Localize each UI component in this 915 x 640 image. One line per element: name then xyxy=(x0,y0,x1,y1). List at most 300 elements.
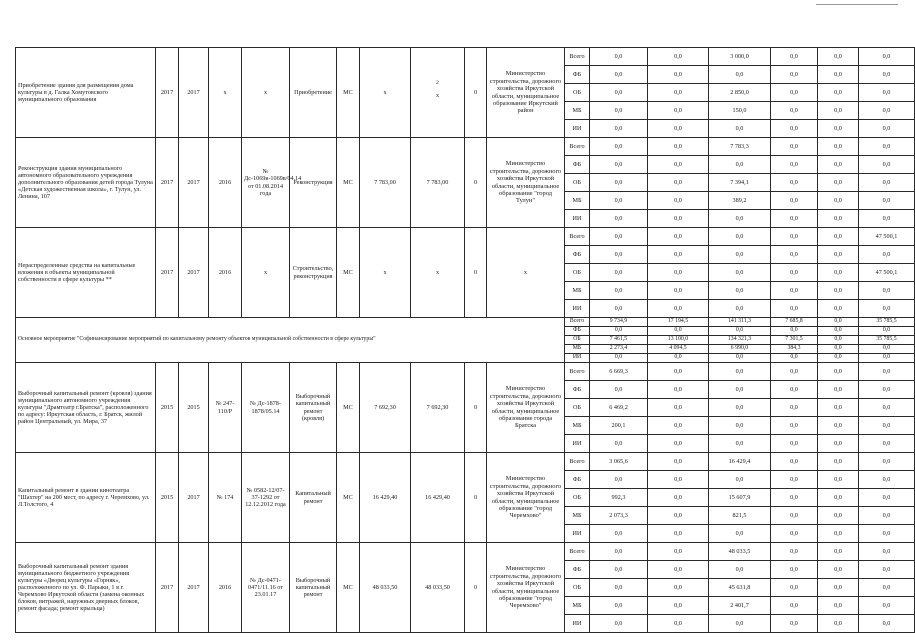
amount-cell: 7 301,5 xyxy=(771,336,818,345)
funding-source: Всего xyxy=(565,543,590,561)
ownership: МС xyxy=(337,138,360,228)
amount-cell: 0,0 xyxy=(859,327,915,336)
amount-cell: 2 073,3 xyxy=(590,507,648,525)
amount-cell: 3 000,0 xyxy=(709,48,771,66)
funding-source: ФБ xyxy=(565,327,590,336)
year-start: 2015 xyxy=(156,363,179,453)
amount-cell: 0,0 xyxy=(859,66,915,84)
amount-cell: 0,0 xyxy=(859,282,915,300)
amount-cell: 0,0 xyxy=(771,354,818,363)
amount-cell: 0,0 xyxy=(590,354,648,363)
object-name: Капитальный ремонт в здании кинотеатра "Шахтер" на 200 мест, по адресу г. Черемхово, ул. Л.Толстого, 4 xyxy=(16,453,156,543)
ownership: МС xyxy=(337,453,360,543)
amount-cell: 0,0 xyxy=(709,399,771,417)
amount-cell: 0,0 xyxy=(709,228,771,246)
estimated-cost: x xyxy=(360,48,411,138)
object-name: Приобретение здания для размещения дома культуры в д. Галка Хомутовского муниципального образования xyxy=(16,48,156,138)
amount-cell: 0,0 xyxy=(818,345,859,354)
amount-cell: 0,0 xyxy=(648,228,709,246)
amount-cell: 0,0 xyxy=(859,471,915,489)
amount-cell: 0,0 xyxy=(648,381,709,399)
funding-source: ИИ xyxy=(565,525,590,543)
amount-cell: 7 461,5 xyxy=(590,336,648,345)
contract-number: № Дс-1878-1878/05.14 xyxy=(242,363,290,453)
ownership: МС xyxy=(337,228,360,318)
amount-cell: 0,0 xyxy=(709,417,771,435)
amount-cell: 47 500,1 xyxy=(859,228,915,246)
balance-cost: 16 429,40 xyxy=(411,453,465,543)
amount-cell: 0,0 xyxy=(709,156,771,174)
contract-number: x xyxy=(242,48,290,138)
amount-cell: 2 850,0 xyxy=(709,84,771,102)
year-start: 2017 xyxy=(156,138,179,228)
column-3-value: x xyxy=(223,88,227,96)
responsible-org: Министерство строительства, дорожного хозяйства Иркутской области, муниципальное образование "город Черемхово" xyxy=(487,543,565,633)
readiness: 0 xyxy=(465,48,487,138)
funding-source: ОБ xyxy=(565,399,590,417)
funding-source: МБ xyxy=(565,345,590,354)
amount-cell: 0,0 xyxy=(648,192,709,210)
amount-cell: 0,0 xyxy=(648,507,709,525)
funding-source: Всего xyxy=(565,48,590,66)
amount-cell: 0,0 xyxy=(818,156,859,174)
amount-cell: 0,0 xyxy=(590,246,648,264)
amount-cell: 7 783,3 xyxy=(709,138,771,156)
work-type: Приобретение xyxy=(290,48,337,138)
amount-cell: 0,0 xyxy=(590,264,648,282)
amount-cell: 0,0 xyxy=(859,138,915,156)
amount-cell: 0,0 xyxy=(771,471,818,489)
amount-cell: 0,0 xyxy=(818,48,859,66)
balance-cost: 7 692,30 xyxy=(411,363,465,453)
amount-cell: 0,0 xyxy=(818,561,859,579)
amount-cell: 16 429,4 xyxy=(709,453,771,471)
amount-cell: 0,0 xyxy=(648,327,709,336)
amount-cell: 0,0 xyxy=(859,435,915,453)
amount-cell: 35 785,5 xyxy=(859,336,915,345)
funding-source: Всего xyxy=(565,138,590,156)
amount-cell: 0,0 xyxy=(818,579,859,597)
amount-cell: 0,0 xyxy=(709,525,771,543)
amount-cell: 3 065,6 xyxy=(590,453,648,471)
amount-cell: 0,0 xyxy=(648,354,709,363)
amount-cell: 0,0 xyxy=(590,561,648,579)
balance-cost: 48 033,50 xyxy=(411,543,465,633)
amount-cell: 9 734,9 xyxy=(590,318,648,327)
object-name: Выборочный капитальный ремонт (кровля) здания муниципального автономного учреждения культуры "Драмтеатр г.Братска", расположенного по адресу: Иркутская область, г. Братск, жилой район Центральный, ул. Мира, 37 xyxy=(16,363,156,453)
funding-source: ФБ xyxy=(565,246,590,264)
amount-cell: 0,0 xyxy=(818,246,859,264)
funding-source: МБ xyxy=(565,507,590,525)
contract-number: № Дс-0471-0471/11.16 от 23.01.17 xyxy=(242,543,290,633)
amount-cell: 0,0 xyxy=(648,264,709,282)
column-3: № 247-110/Р xyxy=(209,363,242,453)
amount-cell: 0,0 xyxy=(590,210,648,228)
amount-cell: 0,0 xyxy=(648,471,709,489)
amount-cell: 0,0 xyxy=(771,66,818,84)
readiness: 0 xyxy=(465,138,487,228)
amount-cell: 0,0 xyxy=(818,453,859,471)
amount-cell: 0,0 xyxy=(859,210,915,228)
amount-cell: 0,0 xyxy=(859,156,915,174)
funding-source: ОБ xyxy=(565,489,590,507)
amount-cell: 0,0 xyxy=(771,192,818,210)
funding-source: МБ xyxy=(565,597,590,615)
object-name: Реконструкция здания муниципального автономного образовательного учреждения дополнительного образования детей города Тулуна «Детская художественная школа», г. Тулун, ул. Ленина, 107 xyxy=(16,138,156,228)
table-row xyxy=(16,318,915,327)
amount-cell: 0,0 xyxy=(648,561,709,579)
amount-cell: 0,0 xyxy=(771,561,818,579)
funding-source: Всего xyxy=(565,363,590,381)
amount-cell: 2 273,4 xyxy=(590,345,648,354)
estimated-cost: 7 692,30 xyxy=(360,363,411,453)
amount-cell: 0,0 xyxy=(771,264,818,282)
amount-cell: 384,3 xyxy=(771,345,818,354)
amount-cell: 0,0 xyxy=(709,327,771,336)
amount-cell: 0,0 xyxy=(818,381,859,399)
amount-cell: 0,0 xyxy=(859,579,915,597)
amount-cell: 0,0 xyxy=(859,453,915,471)
amount-cell: 0,0 xyxy=(590,282,648,300)
amount-cell: 0,0 xyxy=(771,417,818,435)
amount-cell: 0,0 xyxy=(709,561,771,579)
funding-source: ИИ xyxy=(565,210,590,228)
amount-cell: 0,0 xyxy=(818,264,859,282)
amount-cell: 0,0 xyxy=(771,543,818,561)
table-row xyxy=(16,453,915,471)
amount-cell: 13 100,0 xyxy=(648,336,709,345)
amount-cell: 0,0 xyxy=(859,345,915,354)
amount-cell: 0,0 xyxy=(771,579,818,597)
funding-source: ИИ xyxy=(565,435,590,453)
ownership: МС xyxy=(337,48,360,138)
amount-cell: 0,0 xyxy=(818,543,859,561)
amount-cell: 0,0 xyxy=(648,615,709,633)
amount-cell: 0,0 xyxy=(590,597,648,615)
amount-cell: 0,0 xyxy=(590,471,648,489)
amount-cell: 0,0 xyxy=(590,300,648,318)
page-top-rule xyxy=(816,4,898,5)
amount-cell: 6 669,3 xyxy=(590,363,648,381)
funding-source: ОБ xyxy=(565,174,590,192)
amount-cell: 0,0 xyxy=(590,615,648,633)
funding-source: Всего xyxy=(565,453,590,471)
amount-cell: 0,0 xyxy=(818,354,859,363)
year-end: 2017 xyxy=(179,228,209,318)
amount-cell: 0,0 xyxy=(818,615,859,633)
amount-cell: 0,0 xyxy=(709,615,771,633)
funding-source: ФБ xyxy=(565,471,590,489)
amount-cell: 7 685,8 xyxy=(771,318,818,327)
year-end: 2017 xyxy=(179,543,209,633)
funding-source: ИИ xyxy=(565,354,590,363)
main-event-title: Основное мероприятие "Софинансирование мероприятий по капитальному ремонту объектов муниципальной собственности в сфере культуры" xyxy=(16,318,565,363)
amount-cell: 0,0 xyxy=(648,435,709,453)
funding-source: ОБ xyxy=(565,264,590,282)
amount-cell: 0,0 xyxy=(818,102,859,120)
amount-cell: 0,0 xyxy=(648,246,709,264)
column-3: 2016 xyxy=(209,138,242,228)
year-end: 2017 xyxy=(179,48,209,138)
amount-cell: 0,0 xyxy=(648,174,709,192)
amount-cell: 0,0 xyxy=(818,471,859,489)
amount-cell: 0,0 xyxy=(648,300,709,318)
amount-cell: 0,0 xyxy=(771,525,818,543)
amount-cell: 821,5 xyxy=(709,507,771,525)
amount-cell: 0,0 xyxy=(818,84,859,102)
amount-cell: 0,0 xyxy=(590,138,648,156)
balance-cost-value: x xyxy=(435,92,440,100)
amount-cell: 4 094,5 xyxy=(648,345,709,354)
amount-cell: 0,0 xyxy=(590,66,648,84)
amount-cell: 0,0 xyxy=(859,246,915,264)
amount-cell: 389,2 xyxy=(709,192,771,210)
amount-cell: 0,0 xyxy=(818,300,859,318)
amount-cell: 0,0 xyxy=(648,210,709,228)
amount-cell: 0,0 xyxy=(859,300,915,318)
amount-cell: 0,0 xyxy=(590,381,648,399)
amount-cell: 0,0 xyxy=(859,120,915,138)
responsible-org: Министерство строительства, дорожного хозяйства Иркутской области, муниципальное образование Иркутский район xyxy=(487,48,565,138)
amount-cell: 0,0 xyxy=(590,228,648,246)
amount-cell: 0,0 xyxy=(771,489,818,507)
amount-cell: 6 469,2 xyxy=(590,399,648,417)
amount-cell: 0,0 xyxy=(818,507,859,525)
amount-cell: 0,0 xyxy=(859,399,915,417)
work-type: Реконструкция xyxy=(290,138,337,228)
amount-cell: 0,0 xyxy=(709,246,771,264)
amount-cell: 0,0 xyxy=(859,192,915,210)
amount-cell: 0,0 xyxy=(859,363,915,381)
amount-cell: 0,0 xyxy=(818,138,859,156)
table-row xyxy=(16,363,915,381)
estimated-cost: 16 429,40 xyxy=(360,453,411,543)
amount-cell: 0,0 xyxy=(818,66,859,84)
funding-source: МБ xyxy=(565,192,590,210)
contract-number: № Дс-1069в-1069в/04.14 от 01.08.2014 года xyxy=(242,138,290,228)
amount-cell: 0,0 xyxy=(818,120,859,138)
amount-cell: 0,0 xyxy=(709,282,771,300)
amount-cell: 0,0 xyxy=(859,48,915,66)
amount-cell: 0,0 xyxy=(709,120,771,138)
amount-cell: 0,0 xyxy=(771,156,818,174)
funding-source: МБ xyxy=(565,102,590,120)
table-body xyxy=(16,48,915,633)
amount-cell: 7 394,1 xyxy=(709,174,771,192)
amount-cell: 0,0 xyxy=(648,525,709,543)
amount-cell: 0,0 xyxy=(818,318,859,327)
amount-cell: 0,0 xyxy=(859,102,915,120)
amount-cell: 0,0 xyxy=(709,435,771,453)
amount-cell: 35 785,5 xyxy=(859,318,915,327)
amount-cell: 0,0 xyxy=(648,156,709,174)
amount-cell: 0,0 xyxy=(648,66,709,84)
amount-cell: 0,0 xyxy=(771,48,818,66)
year-start: 2017 xyxy=(156,48,179,138)
amount-cell: 0,0 xyxy=(771,615,818,633)
amount-cell: 0,0 xyxy=(771,381,818,399)
amount-cell: 0,0 xyxy=(859,381,915,399)
amount-cell: 0,0 xyxy=(859,489,915,507)
amount-cell: 0,0 xyxy=(859,525,915,543)
amount-cell: 0,0 xyxy=(818,228,859,246)
year-start: 2017 xyxy=(156,543,179,633)
amount-cell: 6 990,0 xyxy=(709,345,771,354)
column-3 xyxy=(209,48,242,138)
amount-cell: 0,0 xyxy=(648,48,709,66)
mini-mark: 2 xyxy=(436,79,439,86)
amount-cell: 0,0 xyxy=(590,174,648,192)
amount-cell: 0,0 xyxy=(818,435,859,453)
amount-cell: 48 033,5 xyxy=(709,543,771,561)
amount-cell: 0,0 xyxy=(818,327,859,336)
table-row xyxy=(16,543,915,561)
amount-cell: 0,0 xyxy=(648,102,709,120)
work-type: Строительство, реконструкция xyxy=(290,228,337,318)
amount-cell: 0,0 xyxy=(771,363,818,381)
amount-cell: 0,0 xyxy=(648,84,709,102)
amount-cell: 0,0 xyxy=(771,174,818,192)
contract-number: № 0582-12/07-37-1292 от 12.12.2012 года xyxy=(242,453,290,543)
amount-cell: 0,0 xyxy=(771,210,818,228)
funding-source: ФБ xyxy=(565,561,590,579)
funding-source: ФБ xyxy=(565,156,590,174)
amount-cell: 0,0 xyxy=(771,435,818,453)
amount-cell: 0,0 xyxy=(590,543,648,561)
object-name: Выборочный капитальный ремонт здания муниципального бюджетного учреждения культуры «Дворец культуры «Горняк», расположенного по ул. Ф. Парыки, 1 в г. Черемхово Иркутской области (замена оконных блоков, витражей, наружных дверных блоков, ремонт фасада; ремонт крыльца) xyxy=(16,543,156,633)
ownership: МС xyxy=(337,363,360,453)
amount-cell: 47 500,1 xyxy=(859,264,915,282)
amount-cell: 0,0 xyxy=(859,174,915,192)
funding-source: ОБ xyxy=(565,336,590,345)
year-start: 2017 xyxy=(156,228,179,318)
amount-cell: 0,0 xyxy=(818,363,859,381)
amount-cell: 0,0 xyxy=(709,210,771,228)
year-end: 2017 xyxy=(179,453,209,543)
amount-cell: 0,0 xyxy=(590,525,648,543)
amount-cell: 0,0 xyxy=(648,489,709,507)
funding-source: Всего xyxy=(565,318,590,327)
responsible-org: Министерство строительства, дорожного хозяйства Иркутской области, муниципальное образование города Братска xyxy=(487,363,565,453)
amount-cell: 0,0 xyxy=(648,579,709,597)
amount-cell: 0,0 xyxy=(771,327,818,336)
year-start: 2015 xyxy=(156,453,179,543)
amount-cell: 0,0 xyxy=(709,381,771,399)
amount-cell: 0,0 xyxy=(859,597,915,615)
balance-cost xyxy=(411,48,465,138)
amount-cell: 0,0 xyxy=(771,102,818,120)
amount-cell: 17 194,5 xyxy=(648,318,709,327)
amount-cell: 0,0 xyxy=(818,525,859,543)
amount-cell: 150,0 xyxy=(709,102,771,120)
amount-cell: 992,3 xyxy=(590,489,648,507)
responsible-org: Министерство строительства, дорожного хозяйства Иркутской области, муниципальное образование "город Тулун" xyxy=(487,138,565,228)
amount-cell: 0,0 xyxy=(859,543,915,561)
amount-cell: 0,0 xyxy=(709,300,771,318)
amount-cell: 0,0 xyxy=(818,597,859,615)
funding-source: МБ xyxy=(565,282,590,300)
year-end: 2015 xyxy=(179,363,209,453)
amount-cell: 0,0 xyxy=(771,246,818,264)
amount-cell: 0,0 xyxy=(818,174,859,192)
table-row xyxy=(16,48,915,66)
table-row xyxy=(16,228,915,246)
contract-number: x xyxy=(242,228,290,318)
amount-cell: 0,0 xyxy=(771,597,818,615)
funding-source: ИИ xyxy=(565,120,590,138)
amount-cell: 0,0 xyxy=(590,435,648,453)
amount-cell: 0,0 xyxy=(818,282,859,300)
amount-cell: 0,0 xyxy=(818,417,859,435)
amount-cell: 0,0 xyxy=(590,48,648,66)
column-3: 2016 xyxy=(209,228,242,318)
amount-cell: 0,0 xyxy=(648,363,709,381)
amount-cell: 0,0 xyxy=(709,471,771,489)
amount-cell: 0,0 xyxy=(590,579,648,597)
year-end: 2017 xyxy=(179,138,209,228)
funding-source: ИИ xyxy=(565,615,590,633)
table-row xyxy=(16,138,915,156)
amount-cell: 0,0 xyxy=(818,192,859,210)
funding-source: ИИ xyxy=(565,300,590,318)
amount-cell: 0,0 xyxy=(818,336,859,345)
amount-cell: 0,0 xyxy=(648,399,709,417)
readiness: 0 xyxy=(465,228,487,318)
amount-cell: 141 311,3 xyxy=(709,318,771,327)
funding-source: ФБ xyxy=(565,381,590,399)
ownership: МС xyxy=(337,543,360,633)
amount-cell: 0,0 xyxy=(590,102,648,120)
amount-cell: 200,1 xyxy=(590,417,648,435)
readiness: 0 xyxy=(465,453,487,543)
amount-cell: 0,0 xyxy=(859,417,915,435)
amount-cell: 0,0 xyxy=(771,282,818,300)
amount-cell: 0,0 xyxy=(709,264,771,282)
readiness: 0 xyxy=(465,363,487,453)
work-type: Выборочный капитальный ремонт (кровля) xyxy=(290,363,337,453)
amount-cell: 0,0 xyxy=(648,120,709,138)
amount-cell: 0,0 xyxy=(648,453,709,471)
amount-cell: 0,0 xyxy=(859,354,915,363)
amount-cell: 0,0 xyxy=(818,210,859,228)
amount-cell: 45 631,8 xyxy=(709,579,771,597)
amount-cell: 15 607,9 xyxy=(709,489,771,507)
amount-cell: 134 321,3 xyxy=(709,336,771,345)
amount-cell: 0,0 xyxy=(771,120,818,138)
readiness: 0 xyxy=(465,543,487,633)
funding-source: ОБ xyxy=(565,579,590,597)
amount-cell: 0,0 xyxy=(590,327,648,336)
amount-cell: 0,0 xyxy=(818,399,859,417)
funding-source: Всего xyxy=(565,228,590,246)
object-name: Нераспределенные средства на капитальные вложения в объекты муниципальной собственности в сфере культуры ** xyxy=(16,228,156,318)
work-type: Выборочный капитальный ремонт xyxy=(290,543,337,633)
amount-cell: 0,0 xyxy=(859,507,915,525)
responsible-org: x xyxy=(487,228,565,318)
budget-table xyxy=(15,47,915,633)
funding-source: ФБ xyxy=(565,66,590,84)
amount-cell: 2 401,7 xyxy=(709,597,771,615)
work-type: Капитальный ремонт xyxy=(290,453,337,543)
amount-cell: 0,0 xyxy=(771,453,818,471)
responsible-org: Министерство строительства, дорожного хозяйства Иркутской области, муниципальное образование "город Черемхово" xyxy=(487,453,565,543)
amount-cell: 0,0 xyxy=(590,156,648,174)
amount-cell: 0,0 xyxy=(771,138,818,156)
amount-cell: 0,0 xyxy=(709,363,771,381)
amount-cell: 0,0 xyxy=(648,543,709,561)
funding-source: МБ xyxy=(565,417,590,435)
amount-cell: 0,0 xyxy=(648,138,709,156)
